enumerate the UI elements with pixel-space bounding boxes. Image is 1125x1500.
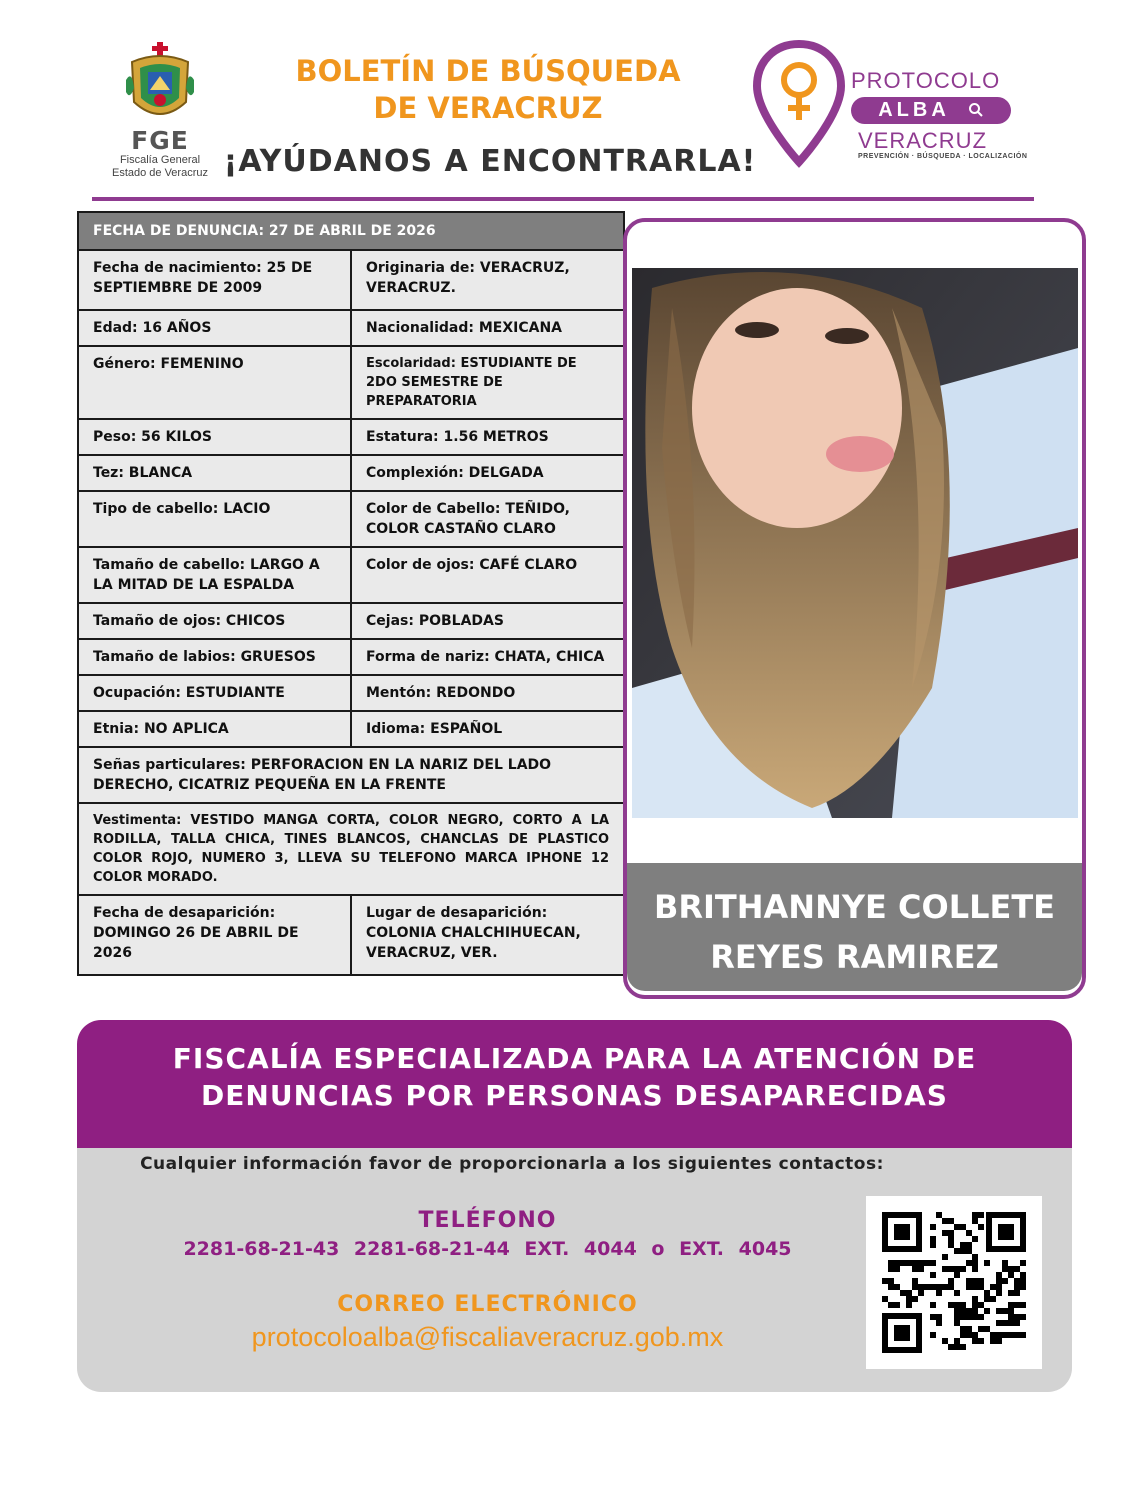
table-row [78,310,624,346]
qr-code-icon[interactable] [866,1196,1042,1369]
qr-module [960,1314,966,1320]
info-cell-language: Idioma: ESPAÑOL [351,711,624,747]
qr-module [972,1314,978,1320]
header-divider [92,197,1034,201]
qr-module [972,1260,978,1266]
qr-module [966,1284,972,1290]
qr-module [1014,1284,1020,1290]
qr-module [900,1290,906,1296]
qr-module [954,1302,960,1308]
qr-module [1014,1278,1020,1284]
qr-module [954,1344,960,1350]
qr-module [912,1260,918,1266]
info-cell-origin: Originaria de: VERACRUZ, VERACRUZ. [351,250,624,310]
qr-module [1014,1332,1020,1338]
qr-module [936,1290,942,1296]
qr-module [954,1320,960,1326]
qr-module [966,1278,972,1284]
agency-name-line1: FISCALÍA ESPECIALIZADA PARA LA ATENCIÓN DE [172,1042,977,1075]
qr-module [960,1266,966,1272]
qr-module [996,1278,1002,1284]
qr-module [972,1338,978,1344]
info-cell-birthdate: Fecha de nacimiento: 25 DE SEPTIEMBRE DE 2009 [78,250,351,310]
qr-module [948,1278,954,1284]
table-row [78,603,624,639]
qr-module [936,1320,942,1326]
qr-module [954,1290,960,1296]
info-cell-eyebrows: Cejas: POBLADAS [351,603,624,639]
qr-module [1002,1332,1008,1338]
qr-module [1002,1266,1008,1272]
qr-module [1008,1266,1014,1272]
qr-code-graphic [866,1196,1042,1369]
info-cell-hair-color: Color de Cabello: TEÑIDO, COLOR CASTAÑO CLARO [351,491,624,547]
qr-module [1014,1320,1020,1326]
qr-module [942,1338,948,1344]
qr-module [930,1314,936,1320]
qr-module [948,1236,954,1242]
table-row [78,639,624,675]
info-cell-distinguishing-marks: Señas particulares: PERFORACION EN LA NARIZ DEL LADO DERECHO, CICATRIZ PEQUEÑA EN LA FRENTE [78,747,624,803]
qr-module [930,1332,936,1338]
info-cell-complexion-tone: Tez: BLANCA [78,455,351,491]
table-row [78,455,624,491]
alba-logo-bottom: VERACRUZ [858,128,988,153]
qr-module [960,1326,966,1332]
table-row [78,711,624,747]
qr-module [996,1308,1002,1314]
email-link[interactable]: protocoloalba@fiscaliaveracruz.gob.mx [251,1322,724,1352]
table-row [78,250,624,310]
info-cell-height: Estatura: 1.56 METROS [351,419,624,455]
qr-module [906,1296,912,1302]
qr-module [906,1302,912,1308]
qr-module [942,1218,948,1224]
qr-module [966,1230,972,1236]
location-pin-female-symbol-icon [752,40,847,168]
qr-module [912,1296,918,1302]
qr-module [1014,1290,1020,1296]
qr-module [960,1332,966,1338]
table-row [78,491,624,547]
qr-module [972,1236,978,1242]
qr-module [924,1284,930,1290]
email-label: CORREO ELECTRÓNICO [337,1292,638,1317]
qr-module [996,1284,1002,1290]
qr-module [918,1290,924,1296]
qr-module [954,1314,960,1320]
qr-module [960,1308,966,1314]
qr-module [990,1296,996,1302]
qr-module [918,1260,924,1266]
info-cell-age: Edad: 16 AÑOS [78,310,351,346]
alba-logo-tagline: PREVENCIÓN · BÚSQUEDA · LOCALIZACIÓN [858,153,1028,160]
missing-person-info-table [77,211,625,976]
fge-logo [100,40,220,185]
coat-of-arms-icon [122,40,198,126]
table-row [78,747,624,803]
qr-module [1020,1332,1026,1338]
qr-module [1020,1278,1026,1284]
qr-module [972,1284,978,1290]
qr-module [1014,1314,1020,1320]
qr-module [1008,1272,1014,1278]
report-date: FECHA DE DENUNCIA: 27 DE ABRIL DE 2026 [78,212,624,250]
qr-module [978,1224,984,1230]
info-cell-occupation: Ocupación: ESTUDIANTE [78,675,351,711]
info-cell-hair-type: Tipo de cabello: LACIO [78,491,351,547]
qr-module [966,1242,972,1248]
qr-module [960,1344,966,1350]
missing-person-photo [632,268,1078,818]
qr-module [984,1260,990,1266]
qr-module [1002,1308,1008,1314]
info-cell-build: Complexión: DELGADA [351,455,624,491]
qr-module [972,1302,978,1308]
table-row [78,346,624,419]
qr-module [996,1320,1002,1326]
table-row [78,419,624,455]
qr-module [930,1260,936,1266]
qr-module [948,1266,954,1272]
qr-module [918,1266,924,1272]
info-cell-weight: Peso: 56 KILOS [78,419,351,455]
table-row [78,803,624,895]
qr-module [984,1296,990,1302]
info-cell-nose: Forma de nariz: CHATA, CHICA [351,639,624,675]
qr-module [972,1308,978,1314]
qr-module [978,1278,984,1284]
qr-module [930,1284,936,1290]
qr-module [978,1284,984,1290]
qr-module [912,1266,918,1272]
qr-module [948,1242,954,1248]
qr-module [888,1266,894,1272]
phone-numbers[interactable]: 2281-68-21-43 2281-68-21-44 EXT. 4044 o EXT. 4045 [183,1238,792,1260]
qr-module [978,1314,984,1320]
qr-module [972,1254,978,1260]
qr-module [954,1224,960,1230]
info-cell-eye-color: Color de ojos: CAFÉ CLARO [351,547,624,603]
qr-module [948,1230,954,1236]
table-row [78,547,624,603]
person-name-line2: REYES RAMIREZ [710,938,999,976]
qr-module [894,1284,900,1290]
person-name-line1: BRITHANNYE COLLETE [653,888,1056,926]
qr-module [936,1314,942,1320]
qr-module [978,1212,984,1218]
search-icon [968,102,984,118]
qr-module [942,1266,948,1272]
qr-module [966,1332,972,1338]
qr-module [1008,1320,1014,1326]
qr-module [1002,1260,1008,1266]
qr-module [954,1266,960,1272]
qr-module [1020,1260,1026,1266]
qr-module [930,1242,936,1248]
qr-module [1008,1290,1014,1296]
qr-module [894,1302,900,1308]
qr-module [996,1338,1002,1344]
qr-module [1020,1314,1026,1320]
qr-module [966,1260,972,1266]
bulletin-title-line2: DE VERACRUZ [373,91,603,125]
qr-module [990,1284,996,1290]
qr-module [960,1242,966,1248]
help-headline: ¡AYÚDANOS A ENCONTRARLA! [223,144,757,179]
qr-module [936,1284,942,1290]
qr-module [888,1302,894,1308]
qr-module [936,1212,942,1218]
qr-module [972,1266,978,1272]
qr-module [1008,1308,1014,1314]
qr-module [930,1302,936,1308]
info-cell-disappearance-place: Lugar de desaparición: COLONIA CHALCHIHUECAN, VERACRUZ, VER. [351,895,624,975]
qr-module [984,1290,990,1296]
qr-module [1014,1266,1020,1272]
qr-module [942,1254,948,1260]
qr-module [966,1314,972,1320]
phone-label: TELÉFONO [418,1208,557,1233]
info-cell-disappearance-date: Fecha de desaparición: DOMINGO 26 DE ABRIL DE 2026 [78,895,351,975]
qr-module [948,1302,954,1308]
qr-module [1020,1272,1026,1278]
qr-module [930,1272,936,1278]
info-cell-chin: Mentón: REDONDO [351,675,624,711]
qr-module [918,1284,924,1290]
qr-module [972,1296,978,1302]
qr-module [888,1284,894,1290]
qr-module [942,1230,948,1236]
info-cell-clothing: Vestimenta: VESTIDO MANGA CORTA, COLOR NEGRO, CORTO A LA RODILLA, TALLA CHICA, TINES BLANCOS, CHANCLAS DE PLASTICO COLOR ROJO, NUMERO 3, LLEVA SU TELEFONO MARCA IPHONE 12 COLOR MORADO. [78,803,624,895]
qr-module [966,1248,972,1254]
qr-module [900,1260,906,1266]
table-row [78,895,624,975]
qr-module [954,1272,960,1278]
qr-module [978,1302,984,1308]
qr-module [1020,1302,1026,1308]
qr-module [954,1248,960,1254]
bulletin-title-line1: BOLETÍN DE BÚSQUEDA [295,54,681,88]
qr-module [972,1332,978,1338]
qr-module [1020,1284,1026,1290]
qr-module [948,1218,954,1224]
qr-module [978,1338,984,1344]
qr-module [996,1272,1002,1278]
info-cell-schooling: Escolaridad: ESTUDIANTE DE 2DO SEMESTRE DE PREPARATORIA [351,346,624,419]
qr-module [930,1224,936,1230]
info-cell-lips: Tamaño de labios: GRUESOS [78,639,351,675]
table-row [78,212,624,250]
qr-module [912,1278,918,1284]
qr-module [990,1332,996,1338]
info-cell-hair-length: Tamaño de cabello: LARGO A LA MITAD DE LA ESPALDA [78,547,351,603]
qr-module [972,1212,978,1218]
qr-module [948,1344,954,1350]
qr-module [972,1218,978,1224]
qr-module [930,1236,936,1242]
table-row [78,675,624,711]
qr-module [882,1296,888,1302]
fge-name-line1: Fiscalía General [119,154,201,166]
qr-module [996,1332,1002,1338]
qr-module [942,1284,948,1290]
qr-module [954,1338,960,1344]
qr-module [1002,1320,1008,1326]
alba-logo-pill [851,97,1011,124]
qr-module [888,1278,894,1284]
qr-module [894,1260,900,1266]
qr-module [984,1326,990,1332]
info-cell-nationality: Nacionalidad: MEXICANA [351,310,624,346]
fge-name-line2: Estado de Veracruz [111,167,208,179]
qr-module [990,1338,996,1344]
qr-module [966,1308,972,1314]
info-cell-ethnicity: Etnia: NO APLICA [78,711,351,747]
portrait-image [632,268,1078,818]
qr-module [996,1290,1002,1296]
qr-module [894,1266,900,1272]
qr-module [966,1326,972,1332]
qr-module [924,1260,930,1266]
contact-intro: Cualquier información favor de proporcionarla a los siguientes contactos: [140,1154,884,1174]
qr-module [912,1284,918,1290]
qr-module [972,1278,978,1284]
qr-module [984,1308,990,1314]
agency-name-line2: DENUNCIAS POR PERSONAS DESAPARECIDAS [201,1079,948,1112]
qr-module [1008,1332,1014,1338]
qr-module [1008,1302,1014,1308]
fge-abbreviation: FGE [131,126,189,155]
qr-module [960,1224,966,1230]
qr-module [906,1290,912,1296]
qr-module [960,1248,966,1254]
alba-logo-top: PROTOCOLO [851,68,1001,93]
info-cell-gender: Género: FEMENINO [78,346,351,419]
qr-module [948,1284,954,1290]
qr-module [1002,1278,1008,1284]
alba-logo-word: ALBA [878,99,950,121]
qr-module [954,1308,960,1314]
qr-module [882,1278,888,1284]
qr-module [1014,1302,1020,1308]
qr-module [888,1260,894,1266]
qr-module [978,1326,984,1332]
qr-module [960,1302,966,1308]
qr-module [1008,1314,1014,1320]
info-cell-eye-size: Tamaño de ojos: CHICOS [78,603,351,639]
qr-module [906,1260,912,1266]
